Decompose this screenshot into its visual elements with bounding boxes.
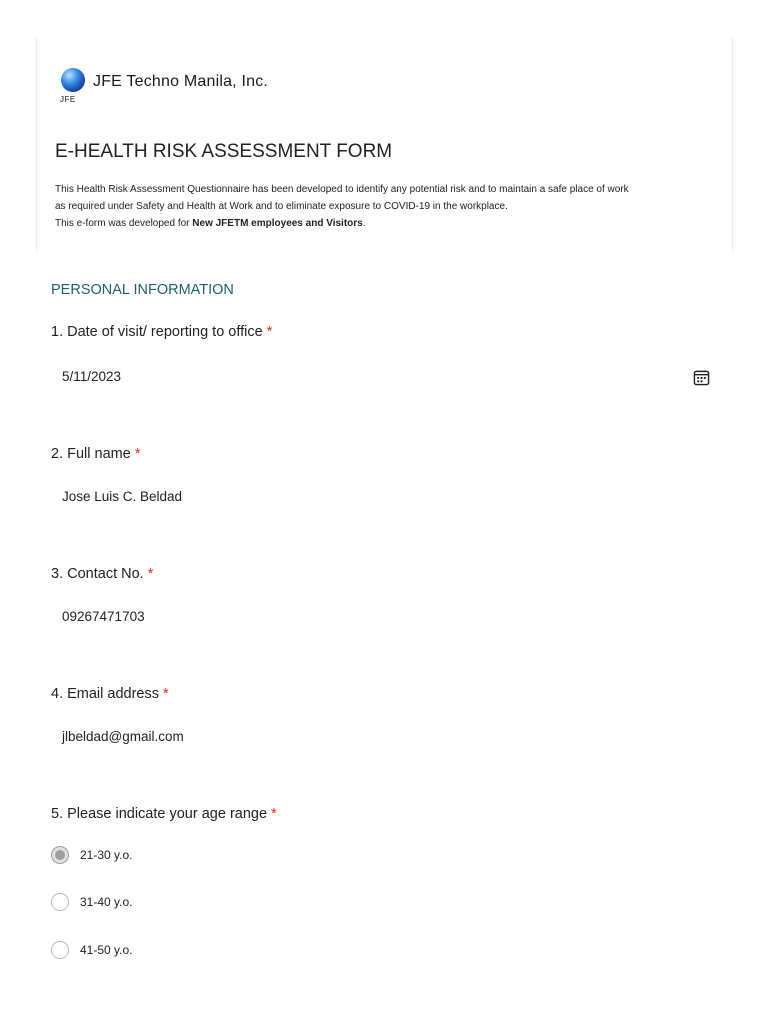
question-date-of-visit [51,324,272,340]
company-logo [59,68,268,106]
email-address-input[interactable]: jlbeldad@gmail.com [62,729,184,744]
age-option-21-30[interactable] [51,846,132,864]
jfe-globe-logo-icon [59,68,87,106]
radio-button[interactable] [51,893,69,911]
question-age-range [51,806,277,822]
required-asterisk: * [266,324,273,340]
logo-sub-text: JFE [60,95,76,104]
age-option-41-50[interactable] [51,941,132,959]
form-description [55,181,727,232]
description-line-3-suffix: . [362,218,366,229]
section-title-personal-information: PERSONAL INFORMATION [51,282,234,298]
form-title: E-HEALTH RISK ASSESSMENT FORM [55,141,393,162]
description-line-1: This Health Risk Assessment Questionnaire has been developed to identify any potential risk and to maintain a safe place of work [55,184,629,195]
question-label: 5. Please indicate your age range [51,806,268,822]
question-full-name [51,446,140,462]
question-label: 3. Contact No. [51,566,144,582]
description-line-3-bold: New JFETM employees and Visitors [192,218,363,229]
radio-label: 31-40 y.o. [80,895,133,909]
description-line-3-prefix: This e-form was developed for [55,218,193,229]
calendar-icon[interactable] [693,369,710,386]
required-asterisk: * [163,686,169,702]
full-name-input[interactable]: Jose Luis C. Beldad [62,489,183,504]
radio-label: 21-30 y.o. [80,848,133,862]
radio-button-selected[interactable] [51,846,69,864]
question-email-address [51,686,169,702]
contact-no-input[interactable]: 09267471703 [62,609,145,624]
radio-button[interactable] [51,941,69,959]
question-label: 4. Email address [51,686,159,702]
form-header-card [36,38,733,252]
age-option-31-40[interactable] [51,893,132,911]
date-of-visit-input[interactable]: 5/11/2023 [62,369,122,384]
required-asterisk: * [134,446,141,462]
description-line-2: as required under Safety and Health at Work and to eliminate exposure to COVID-19 in the workplace. [55,201,508,212]
question-label: 1. Date of visit/ reporting to office [51,324,263,340]
required-asterisk: * [147,566,154,582]
globe-icon [61,68,85,92]
question-contact-no [51,566,153,582]
required-asterisk: * [271,806,277,822]
radio-label: 41-50 y.o. [80,943,133,957]
question-label: 2. Full name [51,446,131,462]
company-name: JFE Techno Manila, Inc. [93,73,269,90]
